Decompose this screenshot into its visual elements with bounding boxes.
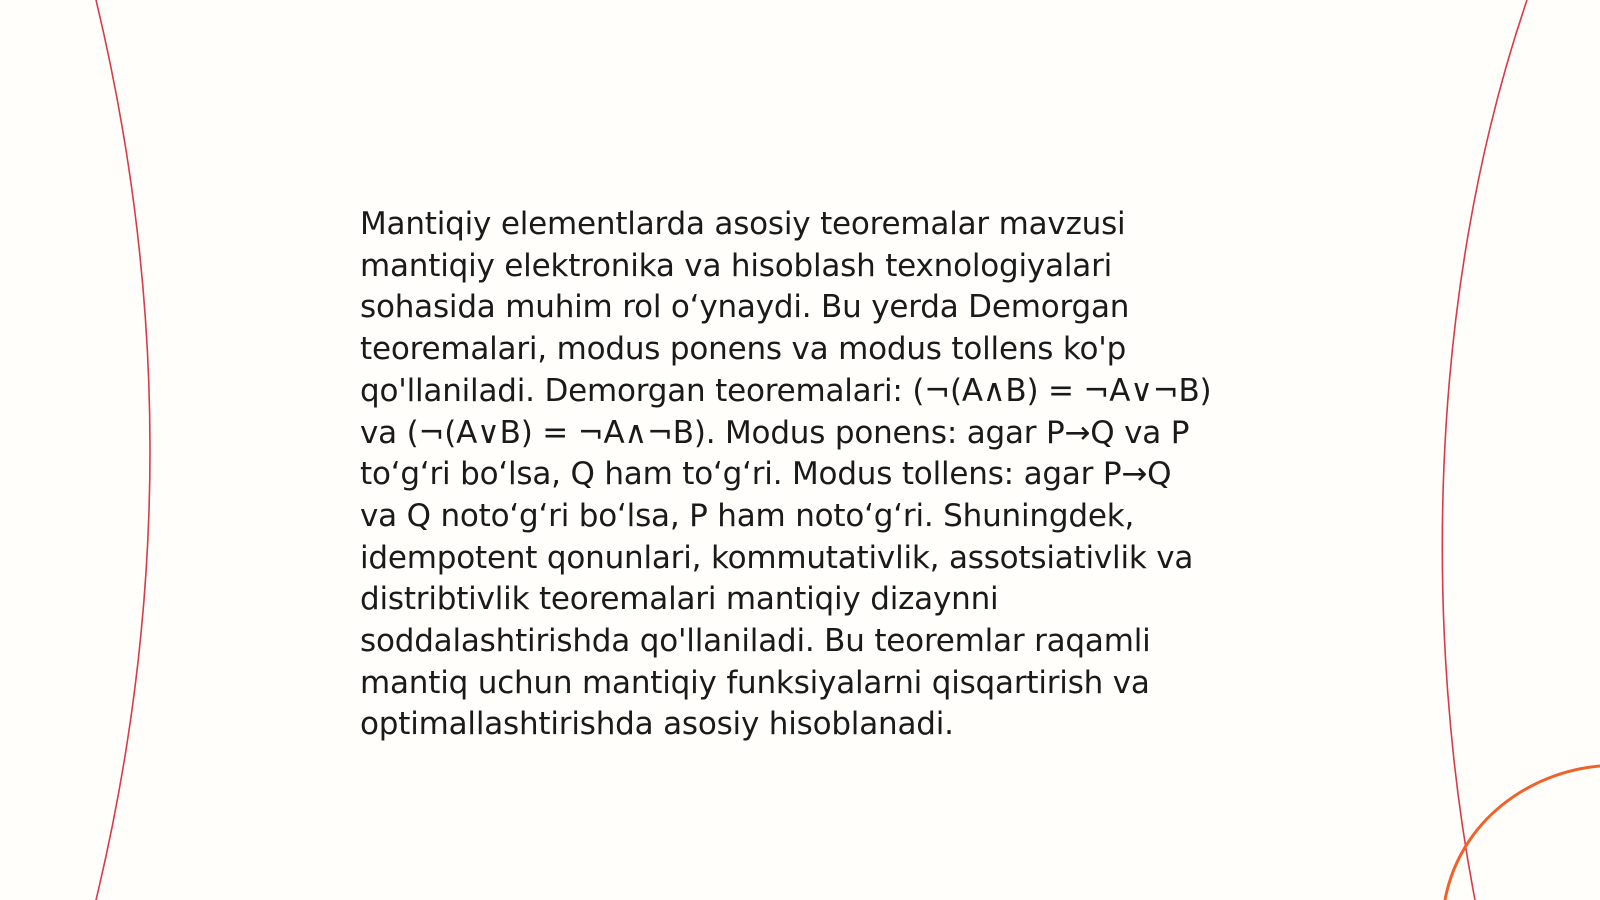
paragraph-line: mantiqiy elektronika va hisoblash texnologiyalari [360,247,1113,284]
paragraph-line: sohasida muhim rol oʻynaydi. Bu yerda Demorgan [360,289,1130,326]
left-arc-decoration [96,0,150,900]
paragraph-line: mantiq uchun mantiqiy funksiyalarni qisqartirish va [360,664,1150,701]
paragraph-line: qo'llaniladi. Demorgan teoremalari: (¬(A∧B) = ¬A∨¬B) [360,372,1212,409]
paragraph-line: soddalashtirishda qo'llaniladi. Bu teoremlar raqamli [360,623,1151,660]
orange-circle-decoration [1445,766,1600,900]
paragraph-line: Mantiqiy elementlarda asosiy teoremalar mavzusi [360,206,1126,242]
paragraph-line: idempotent qonunlari, kommutativlik, assotsiativlik va [360,539,1194,576]
paragraph-line: va Q notoʻgʻri boʻlsa, P ham notoʻgʻri. Shuningdek, [360,497,1135,534]
right-arc-decoration [1442,0,1527,900]
body-paragraph [360,204,1260,746]
paragraph-line: va (¬(A∨B) = ¬A∧¬B). Modus ponens: agar P→Q va P [360,414,1190,451]
paragraph-line: distribtivlik teoremalari mantiqiy dizaynni [360,581,999,618]
paragraph-line: toʻgʻri boʻlsa, Q ham toʻgʻri. Modus tollens: agar P→Q [360,456,1172,493]
paragraph-line: teoremalari, modus ponens va modus tollens ko'p [360,331,1127,368]
paragraph-line: optimallashtirishda asosiy hisoblanadi. [360,706,954,743]
